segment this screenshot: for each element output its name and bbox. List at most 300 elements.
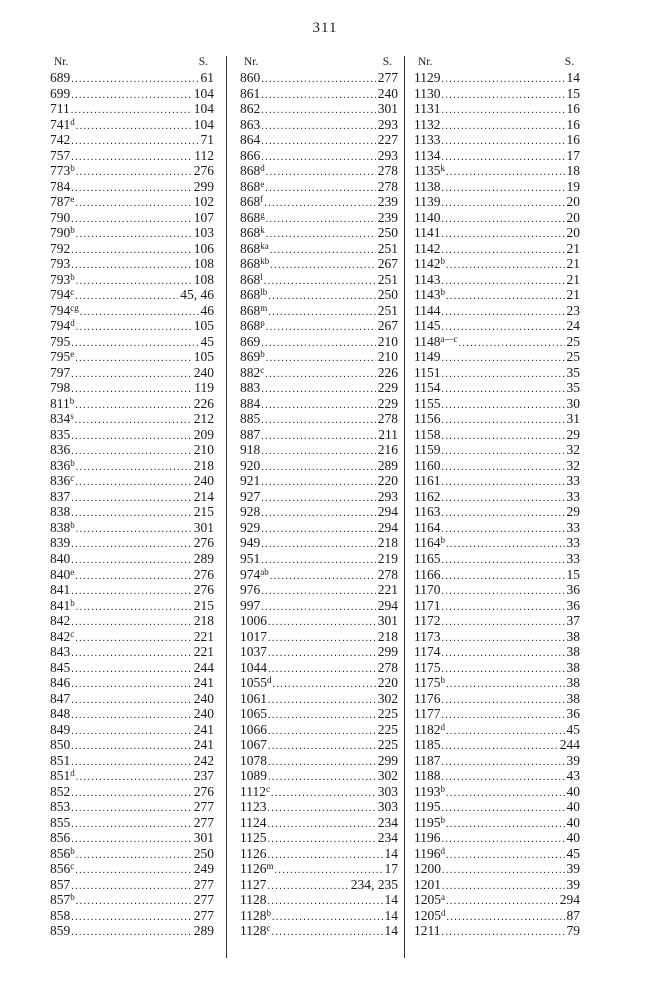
index-entry <box>240 473 398 489</box>
dot-leader <box>74 631 192 645</box>
entry-number: 841$^b$ <box>50 597 75 613</box>
entry-number: 742 <box>50 132 71 148</box>
dot-leader <box>70 367 192 381</box>
dot-leader <box>70 662 192 676</box>
index-entry <box>240 256 398 272</box>
dot-leader <box>445 894 558 908</box>
dot-leader <box>267 739 376 753</box>
dot-leader <box>267 693 376 707</box>
entry-page: 241 <box>193 737 214 753</box>
index-entry <box>240 303 398 319</box>
index-entry <box>240 225 398 241</box>
entry-page: 108 <box>193 256 214 272</box>
dot-leader <box>260 382 376 396</box>
index-entry <box>50 272 214 288</box>
dot-leader <box>70 910 192 924</box>
dot-leader <box>70 444 192 458</box>
index-entry <box>240 70 398 86</box>
index-entry <box>414 241 580 257</box>
entry-number: $974^{ab}$ <box>240 566 269 582</box>
entry-page: 24 <box>566 318 580 334</box>
index-entry <box>414 489 580 505</box>
entry-number: 794$^d$ <box>50 318 75 334</box>
index-entry <box>414 644 580 660</box>
entry-page: 227 <box>377 132 398 148</box>
index-entry <box>414 660 580 676</box>
dot-leader <box>70 739 192 753</box>
index-entry <box>414 303 580 319</box>
entry-number: 868$^k$ <box>240 225 265 241</box>
entry-number: 850 <box>50 737 71 753</box>
entry-suffix: b <box>440 814 445 825</box>
index-entry <box>414 877 580 893</box>
entry-page: 277 <box>193 799 214 815</box>
entry-page: 14 <box>384 923 398 939</box>
dot-leader <box>267 894 383 908</box>
dot-leader <box>441 103 565 117</box>
dot-leader <box>441 351 565 365</box>
entry-suffix: e <box>70 349 75 360</box>
dot-leader <box>70 646 192 660</box>
entry-number: 1154 <box>414 380 441 396</box>
entry-page: 294 <box>377 519 398 535</box>
entry-page: 107 <box>193 209 214 225</box>
entry-page: 220 <box>377 675 398 691</box>
dot-leader <box>267 832 376 846</box>
index-entry <box>50 86 214 102</box>
dot-leader <box>441 631 565 645</box>
index-entry <box>240 629 398 645</box>
entry-page: 294 <box>559 892 580 908</box>
dot-leader <box>260 506 376 520</box>
nr-header: Nr. <box>244 56 259 68</box>
index-entry <box>50 815 214 831</box>
index-entry <box>240 458 398 474</box>
entry-page: 23 <box>566 302 580 318</box>
dot-leader <box>70 491 192 505</box>
dot-leader <box>70 258 192 272</box>
entry-number: 1128$^c$ <box>240 923 271 939</box>
entry-suffix: c <box>70 473 75 484</box>
dot-leader <box>79 305 199 319</box>
entry-page: 40 <box>566 799 580 815</box>
dot-leader <box>74 475 192 489</box>
index-entry <box>240 737 398 753</box>
dot-leader <box>441 801 565 815</box>
index-entry <box>414 365 580 381</box>
entry-page: 221 <box>193 644 214 660</box>
dot-leader <box>265 212 376 226</box>
dot-leader <box>70 429 192 443</box>
index-entry <box>414 334 580 350</box>
dot-leader <box>445 724 565 738</box>
dot-leader <box>260 398 376 412</box>
entry-page: 108 <box>193 271 214 287</box>
entry-page: 215 <box>193 504 214 520</box>
dot-leader <box>445 786 565 800</box>
dot-leader <box>267 615 376 629</box>
entry-page: 240 <box>377 85 398 101</box>
index-entry <box>50 675 214 691</box>
index-entry <box>50 256 214 272</box>
entry-number: 1044 <box>240 659 267 675</box>
entry-number: 793 <box>50 256 71 272</box>
index-entry <box>240 396 398 412</box>
dot-leader <box>74 413 192 427</box>
dot-leader <box>441 615 565 629</box>
index-entry <box>240 613 398 629</box>
entry-suffix: b <box>70 519 75 530</box>
index-entry <box>50 489 214 505</box>
entry-page: 244 <box>559 737 580 753</box>
entry-suffix: b <box>70 845 75 856</box>
entry-number: 855 <box>50 814 71 830</box>
entry-number: 1112$^c$ <box>240 783 270 799</box>
index-entry <box>240 194 398 210</box>
entry-page: 251 <box>377 302 398 318</box>
dot-leader <box>267 646 376 660</box>
entry-page: 33 <box>566 519 580 535</box>
entry-number: 1139 <box>414 194 441 210</box>
entry-number: 792 <box>50 240 71 256</box>
entry-page: 15 <box>566 566 580 582</box>
entry-page: 71 <box>200 132 214 148</box>
entry-suffix: b <box>440 287 445 298</box>
index-entry <box>240 877 398 893</box>
entry-number: 1170 <box>414 582 441 598</box>
entry-page: 20 <box>566 209 580 225</box>
dot-leader <box>441 227 565 241</box>
dot-leader <box>260 413 376 427</box>
dot-leader <box>70 212 192 226</box>
dot-leader <box>70 832 192 846</box>
entry-page: 277 <box>377 70 398 85</box>
entry-number: 1195 <box>414 799 441 815</box>
entry-number: 699 <box>50 85 71 101</box>
dot-leader <box>70 879 192 893</box>
index-entry <box>414 148 580 164</box>
entry-number: 794$^c$ <box>50 287 75 303</box>
dot-leader <box>70 72 198 86</box>
entry-page: 106 <box>193 240 214 256</box>
entry-suffix: d <box>267 675 272 686</box>
entry-number: 790$^b$ <box>50 225 75 241</box>
dot-leader <box>441 150 565 164</box>
entry-number: 1127 <box>240 876 267 892</box>
entry-number: 1171 <box>414 597 441 613</box>
index-entry <box>50 334 214 350</box>
dot-leader <box>260 103 376 117</box>
entry-number: 784 <box>50 178 71 194</box>
entry-page: 240 <box>193 364 214 380</box>
entry-suffix: b <box>70 892 75 903</box>
entry-page: 302 <box>377 690 398 706</box>
entry-number: 856 <box>50 830 71 846</box>
entry-number: 798 <box>50 380 71 396</box>
entry-number: 846 <box>50 675 71 691</box>
dot-leader <box>267 801 376 815</box>
entry-number: 840 <box>50 550 71 566</box>
entry-number: 1017 <box>240 628 267 644</box>
entry-number: 863 <box>240 116 261 132</box>
index-entry <box>240 753 398 769</box>
s-header: S. <box>564 56 574 68</box>
entry-number: 859 <box>50 923 71 939</box>
index-entry <box>50 117 214 133</box>
index-entry <box>50 411 214 427</box>
entry-number: 868$^l$ <box>240 271 263 287</box>
index-entry <box>240 660 398 676</box>
entry-page: 40 <box>566 814 580 830</box>
index-entry <box>414 892 580 908</box>
entry-page: 102 <box>193 194 214 210</box>
dot-leader <box>70 693 192 707</box>
entry-suffix: c <box>70 628 75 639</box>
entry-page: 301 <box>193 830 214 846</box>
index-entry <box>414 287 580 303</box>
index-entry <box>414 117 580 133</box>
entry-number: 1174 <box>414 644 441 660</box>
entry-page: 212 <box>193 411 214 427</box>
index-entry <box>50 768 214 784</box>
dot-leader <box>441 739 558 753</box>
entry-suffix: c <box>266 923 271 934</box>
index-entry <box>240 691 398 707</box>
index-entry <box>240 535 398 551</box>
dot-leader <box>445 537 565 551</box>
entry-number: 1196 <box>414 830 441 846</box>
dot-leader <box>260 491 376 505</box>
dot-leader <box>441 569 565 583</box>
entry-page: 36 <box>566 706 580 722</box>
dot-leader <box>74 398 192 412</box>
entry-number: 918 <box>240 442 261 458</box>
entry-page: 251 <box>377 271 398 287</box>
entry-suffix: ka <box>260 240 269 251</box>
entry-suffix: l <box>260 271 263 282</box>
entry-number: 741$^d$ <box>50 116 75 132</box>
dot-leader <box>70 88 192 102</box>
index-entry <box>240 768 398 784</box>
entry-number: 787e <box>50 194 75 210</box>
index-entry <box>414 225 580 241</box>
entry-page: 303 <box>377 799 398 815</box>
dot-leader <box>441 863 565 877</box>
index-entry <box>414 598 580 614</box>
entry-suffix: k <box>440 163 445 174</box>
index-entry <box>240 349 398 365</box>
index-entry <box>414 349 580 365</box>
entry-number: 1140 <box>414 209 441 225</box>
entry-number: 1006 <box>240 613 267 629</box>
entry-page: 31 <box>566 411 580 427</box>
entry-page: 221 <box>193 628 214 644</box>
dot-leader <box>267 848 383 862</box>
dot-leader <box>260 537 376 551</box>
entry-page: 104 <box>193 116 214 132</box>
index-entry <box>50 861 214 877</box>
entry-page: 225 <box>377 737 398 753</box>
entry-number: 1173 <box>414 628 441 644</box>
entry-page: 240 <box>193 690 214 706</box>
index-entry <box>414 861 580 877</box>
index-entry <box>414 830 580 846</box>
index-entry <box>414 318 580 334</box>
entry-number: 839 <box>50 535 71 551</box>
dot-leader <box>441 475 565 489</box>
entry-page: 36 <box>566 597 580 613</box>
index-entry <box>50 70 214 86</box>
entry-number: 1175$^b$ <box>414 675 445 691</box>
entry-page: 218 <box>193 457 214 473</box>
index-entry <box>414 272 580 288</box>
entry-number: 793$^b$ <box>50 271 75 287</box>
entry-number: 795e <box>50 349 75 365</box>
index-entry <box>240 784 398 800</box>
index-entry <box>414 442 580 458</box>
entry-page: 45 <box>566 845 580 861</box>
entry-page: 32 <box>566 457 580 473</box>
index-entry <box>414 256 580 272</box>
dot-leader <box>267 305 375 319</box>
entry-number: 1125 <box>240 830 267 846</box>
entry-number: 1205$^d$ <box>414 907 446 923</box>
dot-leader <box>70 724 192 738</box>
entry-number: 1126 <box>240 845 267 861</box>
dot-leader <box>260 150 376 164</box>
entry-suffix: m <box>266 861 274 872</box>
entry-page: 278 <box>377 163 398 179</box>
index-entry <box>414 194 580 210</box>
entry-number: 845 <box>50 659 71 675</box>
dot-leader <box>75 600 192 614</box>
dot-leader <box>70 615 192 629</box>
index-entry <box>414 582 580 598</box>
entry-number: 951 <box>240 550 261 566</box>
index-entry <box>414 846 580 862</box>
entry-page: 40 <box>566 783 580 799</box>
dot-leader <box>267 708 376 722</box>
index-entry <box>50 923 214 939</box>
entry-page: 39 <box>566 861 580 877</box>
dot-leader <box>260 584 376 598</box>
entry-page: 299 <box>377 752 398 768</box>
entry-number: 838 <box>50 504 71 520</box>
entry-page: 302 <box>377 768 398 784</box>
entry-number: 1182$^d$ <box>414 721 445 737</box>
entry-number: 852 <box>50 783 71 799</box>
entry-page: 14 <box>566 70 580 85</box>
entry-number: 835 <box>50 426 71 442</box>
entry-page: 33 <box>566 488 580 504</box>
entry-number: 834$^s$ <box>50 411 74 427</box>
index-entry <box>240 427 398 443</box>
dot-leader <box>441 429 565 443</box>
entry-page: 249 <box>193 861 214 877</box>
entry-number: 849 <box>50 721 71 737</box>
entry-page: 226 <box>193 395 214 411</box>
entry-page: 33 <box>566 550 580 566</box>
entry-page: 39 <box>566 876 580 892</box>
index-entry <box>240 411 398 427</box>
dot-leader <box>260 444 376 458</box>
entry-number: 1196$^d$ <box>414 845 445 861</box>
index-entry <box>50 101 214 117</box>
index-entry <box>50 830 214 846</box>
index-entry <box>414 86 580 102</box>
index-column-2 <box>240 54 398 939</box>
entry-suffix: d <box>70 768 75 779</box>
entry-page: 35 <box>566 364 580 380</box>
entry-page: 14 <box>384 907 398 923</box>
index-entry <box>414 706 580 722</box>
index-entry <box>50 846 214 862</box>
entry-page: 251 <box>377 240 398 256</box>
entry-page: 225 <box>377 706 398 722</box>
entry-page: 21 <box>566 287 580 303</box>
entry-page: 229 <box>377 395 398 411</box>
entry-suffix: g <box>260 209 265 220</box>
entry-page: 240 <box>193 706 214 722</box>
entry-number: 838$^b$ <box>50 519 75 535</box>
entry-suffix: d <box>70 116 75 127</box>
dot-leader <box>70 506 192 520</box>
entry-page: 21 <box>566 256 580 272</box>
dot-leader <box>441 444 565 458</box>
entry-number: 1149 <box>414 349 441 365</box>
entry-page: 20 <box>566 225 580 241</box>
entry-page: 303 <box>377 783 398 799</box>
dot-leader <box>272 677 376 691</box>
index-entry <box>240 815 398 831</box>
index-entry <box>50 303 214 319</box>
dot-leader <box>260 336 376 350</box>
dot-leader <box>265 320 376 334</box>
entry-number: 868$^g$ <box>240 209 265 225</box>
entry-number: 1143$^b$ <box>414 287 445 303</box>
entry-suffix: c <box>266 783 270 794</box>
entry-suffix: s <box>70 411 74 422</box>
index-entry <box>414 70 580 86</box>
entry-number: 797 <box>50 364 71 380</box>
entry-number: 790 <box>50 209 71 225</box>
index-entry <box>50 722 214 738</box>
entry-number: 1037 <box>240 644 267 660</box>
entry-number: 689 <box>50 70 71 85</box>
entry-page: 294 <box>377 597 398 613</box>
index-entry <box>414 179 580 195</box>
entry-page: 240 <box>193 473 214 489</box>
entry-page: 218 <box>377 535 398 551</box>
entry-number: 1155 <box>414 395 441 411</box>
dot-leader <box>441 413 565 427</box>
entry-page: 17 <box>384 861 398 877</box>
entry-number: 858 <box>50 907 71 923</box>
dot-leader <box>441 693 565 707</box>
dot-leader <box>441 506 565 520</box>
dot-leader <box>441 88 565 102</box>
entry-page: 210 <box>377 333 398 349</box>
index-entry <box>240 551 398 567</box>
index-entry <box>240 101 398 117</box>
entry-page: 18 <box>566 163 580 179</box>
entry-number: 976 <box>240 582 261 598</box>
dot-leader <box>267 879 349 893</box>
dot-leader <box>445 258 565 272</box>
dot-leader <box>441 212 565 226</box>
entry-number: 868$^m$ <box>240 302 268 318</box>
index-entry <box>50 613 214 629</box>
